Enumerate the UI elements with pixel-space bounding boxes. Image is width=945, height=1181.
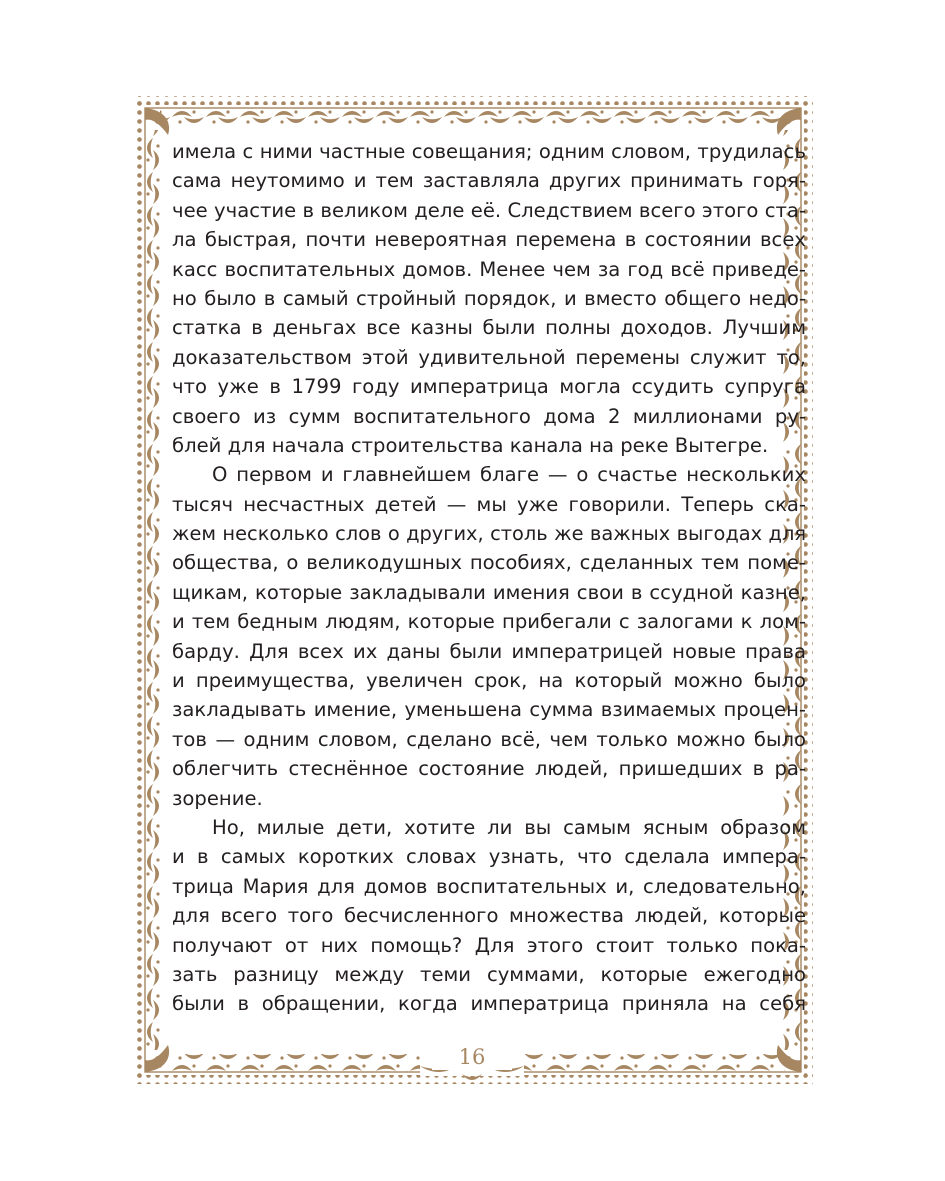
text-line: что уже в 1799 году императрица могла ссудить супруга bbox=[172, 375, 806, 399]
body-text bbox=[172, 137, 806, 1019]
text-line: тысяч несчастных детей — мы уже говорили. Теперь ска- bbox=[172, 492, 806, 516]
text-line: своего из сумм воспитательного дома 2 миллионами ру- bbox=[172, 404, 806, 428]
text-line: щикам, которые закладывали имения свои в ссудной казне, bbox=[172, 580, 806, 604]
text-line: были в обращении, когда императрица приняла на себя bbox=[172, 992, 806, 1016]
text-line: ла быстрая, почти невероятная перемена в состоянии всех bbox=[172, 228, 806, 252]
paragraph bbox=[172, 813, 806, 1019]
text-line: трица Мария для домов воспитательных и, следовательно, bbox=[172, 874, 806, 898]
text-line: имела с ними частные совещания; одним словом, трудилась bbox=[172, 140, 806, 163]
text-line: и в самых коротких словах узнать, что сделала импера- bbox=[172, 845, 806, 869]
text-line: общества, о великодушных пособиях, сделанных тем поме- bbox=[172, 551, 806, 575]
text-line: но было в самый стройный порядок, и вместо общего недо- bbox=[172, 286, 806, 310]
text-line: закладывать имение, уменьшена сумма взимаемых процен- bbox=[172, 698, 806, 722]
text-line: жем несколько слов о других, столь же важных выгодах для bbox=[172, 522, 806, 546]
page-number: 16 bbox=[432, 1044, 512, 1070]
text-line: зорение. bbox=[172, 786, 263, 810]
text-line: зать разницу между теми суммами, которые ежегодно bbox=[172, 962, 806, 986]
text-line: сама неутомимо и тем заставляла других принимать горя- bbox=[172, 169, 806, 193]
text-line: доказательством этой удивительной перемены служит то, bbox=[172, 345, 806, 369]
border-top-beads bbox=[133, 96, 813, 105]
border-left-vine bbox=[145, 130, 163, 1050]
text-line: и тем бедным людям, которые прибегали с залогами к лом- bbox=[172, 610, 806, 634]
paragraph bbox=[172, 460, 806, 813]
text-line: касс воспитательных домов. Менее чем за год всё приведе- bbox=[172, 257, 806, 281]
text-line: чее участие в великом деле её. Следствием всего этого ста- bbox=[172, 198, 806, 222]
text-line: статка в деньгах все казны были полны доходов. Лучшим bbox=[172, 316, 806, 340]
border-top-vine bbox=[160, 108, 785, 126]
text-line: блей для начала строительства канала на реке Вытегре. bbox=[172, 433, 769, 457]
text-line: получают от них помощь? Для этого стоит только пока- bbox=[172, 933, 806, 957]
text-line: и преимущества, увеличен срок, на который можно было bbox=[172, 669, 806, 693]
text-line: облегчить стеснённое состояние людей, пришедших в ра- bbox=[172, 757, 806, 781]
paragraph bbox=[172, 137, 806, 460]
text-line: для всего того бесчисленного множества людей, которые bbox=[172, 904, 806, 928]
text-line: Но, милые дети, хотите ли вы самым ясным образом bbox=[212, 815, 806, 839]
text-line: тов — одним словом, сделано всё, чем только можно было bbox=[172, 727, 806, 751]
text-line: О первом и главнейшем благе — о счастье нескольких bbox=[212, 463, 806, 487]
border-left-beads bbox=[133, 96, 142, 1084]
text-line: барду. Для всех их даны были императрицей новые права bbox=[172, 639, 806, 663]
